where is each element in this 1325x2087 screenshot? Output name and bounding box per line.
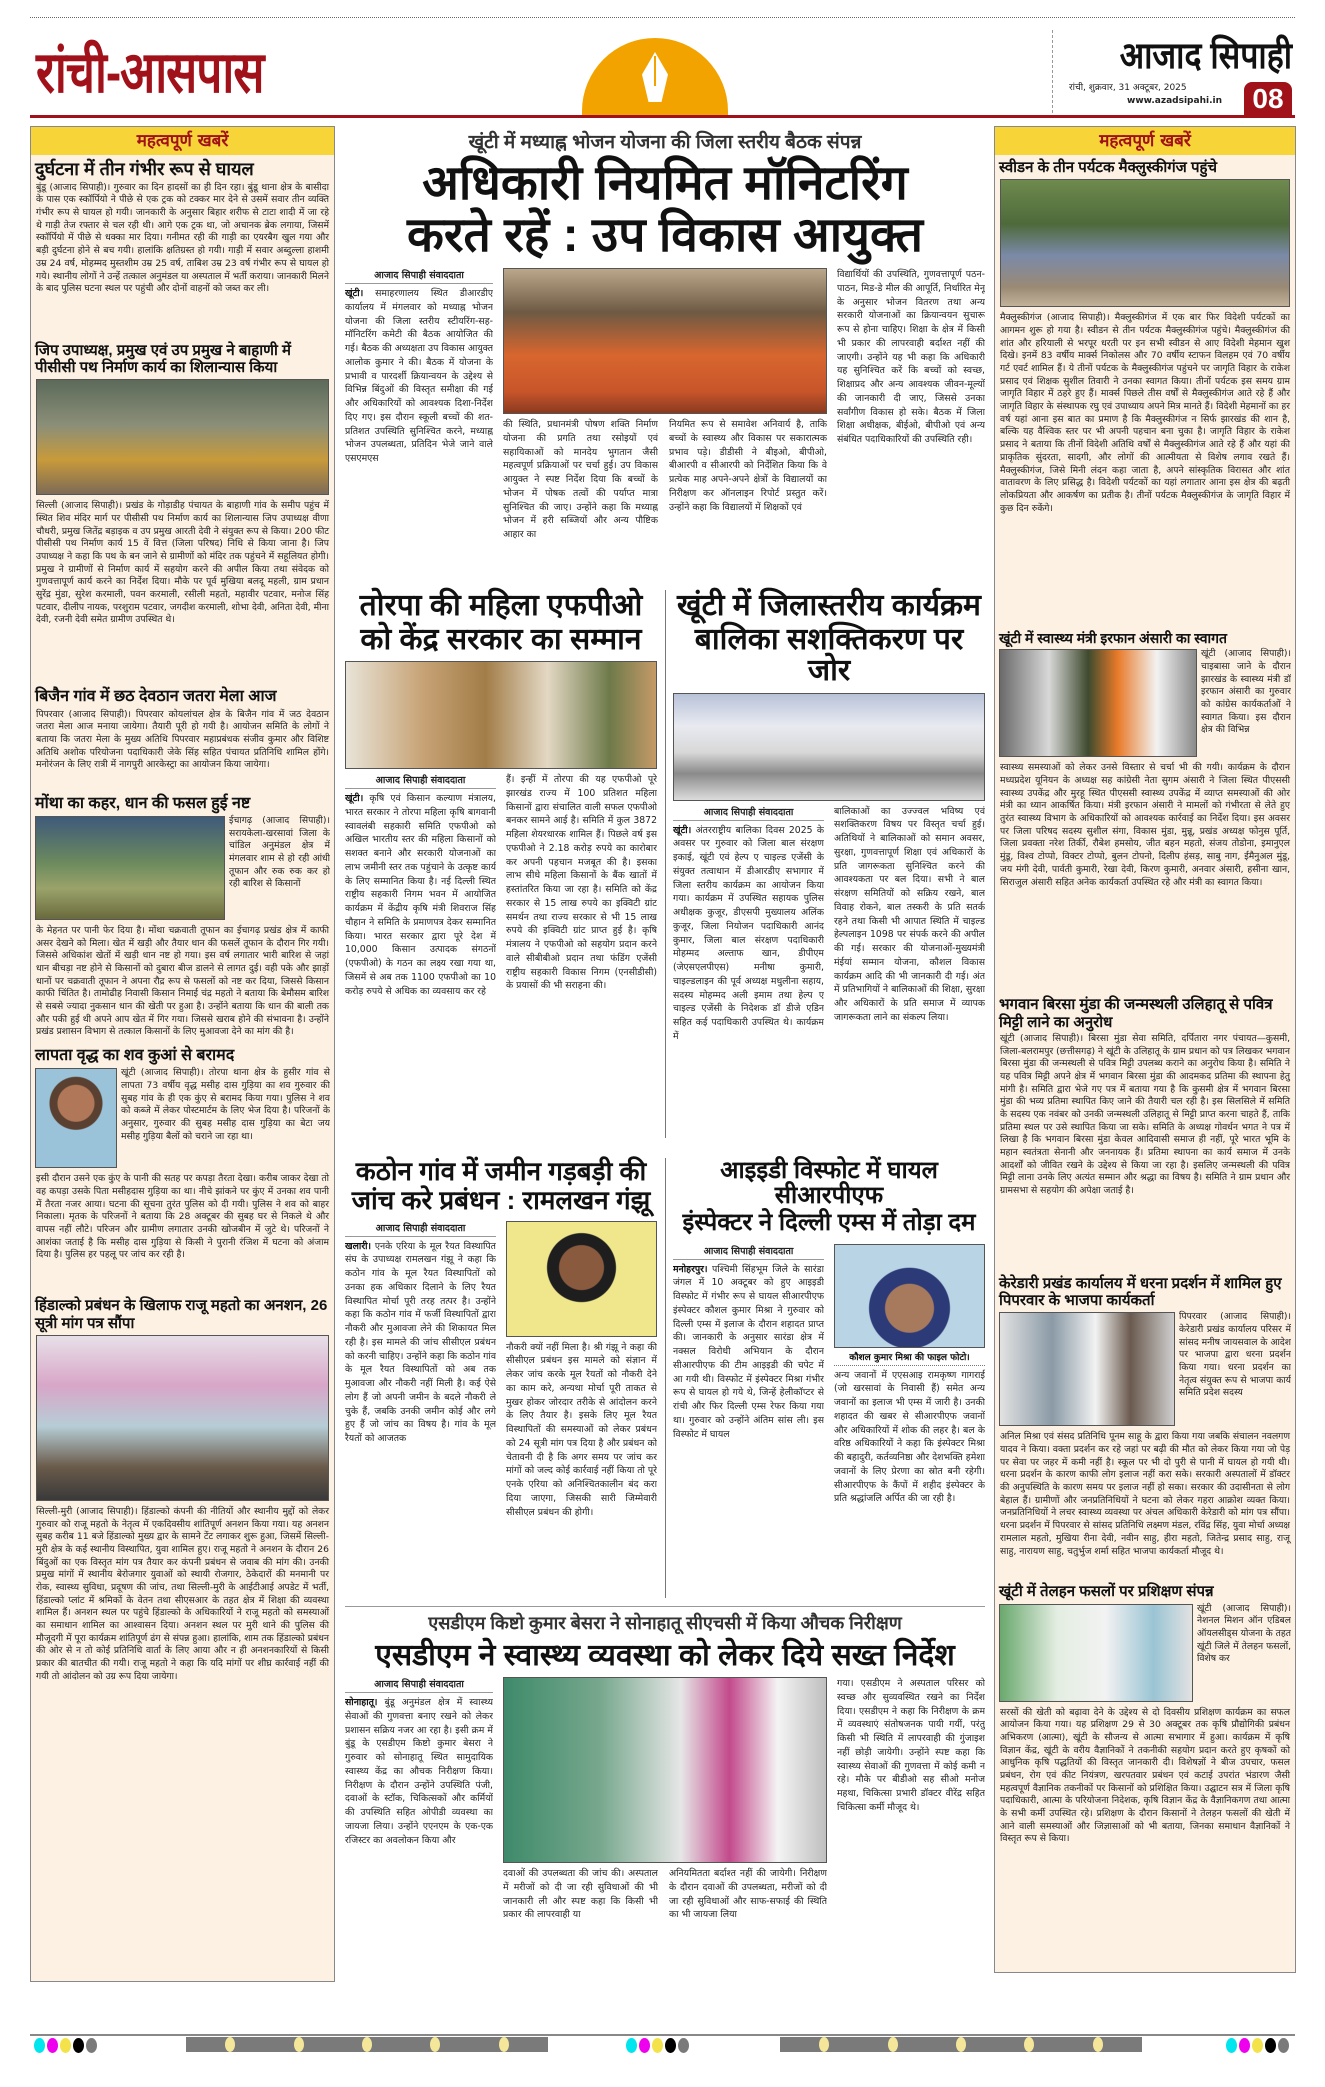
photo-caption: कौशल कुमार मिश्रा की फाइल फोटो। [834, 1348, 985, 1366]
dateline: मनोहरपुर। [673, 1263, 708, 1275]
lead-col-1 [345, 287, 493, 587]
sdm-headline: एसडीएम ने स्वास्थ्य व्यवस्था को लेकर दिये सख्त निर्देश [375, 1639, 955, 1672]
dateline: खलारी। [345, 1240, 372, 1252]
registration-dot [665, 2038, 676, 2053]
registration-marks [1226, 2038, 1289, 2053]
column-divider [665, 1158, 666, 1598]
story-col-3: अनियमितता बर्दाश्त नहीं की जायेगी। निरीक्षण के दौरान दवाओं की उपलब्धता, मरीजों को दी जा रही सुविधाओं और साफ-सफाई की स्थिति का भी जायजा लिया [669, 1868, 827, 1921]
byline: आजाद सिपाही संवाददाता [345, 1221, 496, 1237]
story-photo [503, 1677, 827, 1863]
registration-dot [1239, 2038, 1250, 2053]
sdm-kicker: एसडीएम किष्टो कुमार बेसरा ने सोनाहातू सीएचसी में किया औचक निरीक्षण [428, 1613, 902, 1633]
story-body: मैक्लुस्कीगंज (आजाद सिपाही)। मैक्लुस्कीगंज में एक बार फिर विदेशी पर्यटकों का आगमन शुरू हो गया है। स्वीडन से तीन पर्यटक मैक्लुस्कीगंज पहुंचे। मैक्लुस्कीगंज की शांत और हरियाली से भरपूर धरती पर इन सभी स्वीडन से आए विदेशी मेहमान खुश दिखे। इनमें 83 वर्षीय मार्क्स निकोलस और 70 वर्षीय स्टाफन विलहम एवं 70 वर्षीय गर्ट एवर्ट शामिल हैं। ये तीनों पर्यटक के मैक्लुस्कीगंज पहुंचने पर जागृति विहार के राकेश प्रसाद एवं शिक्षक सुशील तिवारी ने उनका स्वागत किया। तीनों पर्यटक इस समय ग्राम जागृति विहार में ठहरे हुए हैं। मार्क्स पिछले तीस वर्षों से मैक्लुस्कीगंज आते रहे हैं और जागृति विहार के संस्थापक रघु एवं उपाध्याय अपने मित्र मानते हैं। विदेशी मेहमानों का हर वर्ष यहां आना इस बात का प्रमाण है कि मैक्लुस्कीगंज न सिर्फ झारखंड की शान है, बल्कि यह वैश्विक स्तर पर भी अपनी पहचान बना चुका है। जागृति विहार के राकेश प्रसाद ने बताया कि तीनों विदेशी अतिथि वर्षों से मैक्लुस्कीगंज आते रहे हैं और यहां की प्राकृतिक सुंदरता, सादगी, और लोगों की आत्मीयता से विशेष लगाव रखते हैं। मैक्लुस्कीगंज, जिसे मिनी लंदन कहा जाता है, अपने सांस्कृतिक विरासत और शांत वातावरण के लिए प्रसिद्ध है। विदेशी पर्यटकों का यहां लगातार आना इस क्षेत्र की बढ़ती लोकप्रियता और आकर्षण का प्रतीक है। तीनों पर्यटक मैक्लुस्कीगंज के जागृति विहार में कुछ दिन रुकेंगे। [1000, 312, 1290, 514]
story-headline: खूंटी में तेलहन फसलों पर प्रशिक्षण संपन्न [999, 1583, 1214, 1601]
story-body: खूंटी (आजाद सिपाही)। बिरसा मुंडा सेवा समिति, दर्पितारा नगर पंचायत—कुसमी, जिला-बलरामपुर (छत्तीसगढ़) ने खूंटी के उलिहातू के ग्राम प्रधान को पत्र लिखकर भगवान बिरसा मुंडा की जन्मस्थली से पवित्र मिट्टी उपलब्ध कराने का अनुरोध किया है। समिति ने यह पवित्र मिट्टी अपने क्षेत्र में भगवान बिरसा मुंडा की आदमकद प्रतिमा की स्थापना हेतु मांगी है। समिति द्वारा भेजे गए पत्र में बताया गया है कि कुसमी क्षेत्र में भगवान बिरसा मुंडा की भव्य प्रतिमा स्थापित किए जाने की तैयारी चल रही है। इस सिलसिले में समिति के सदस्य एक नवंबर को उनकी जन्मस्थली उलिहातू से मिट्टी प्राप्त करना चाहते हैं, ताकि प्रतिमा स्थल पर उसे स्थापित किया जा सके। समिति के अध्यक्ष गोवर्धन भगत ने पत्र में लिखा है कि भगवान बिरसा मुंडा केवल आदिवासी समाज ही नहीं, पूरे भारत भूमि के महान स्वतंत्रता सेनानी और जननायक हैं। प्रतिमा स्थापना का कार्य समाज में उनके आदर्शों को जीवित रखने के उद्देश्य से किया जा रहा है। इसलिए जन्मस्थली की पवित्र मिट्टी लाना उनके लिए अत्यंत सम्मान और श्रद्धा का विषय है। समिति ने ग्राम प्रधान और ग्रामसभा से सहयोग की अपेक्षा जताई है। [1000, 1032, 1290, 1197]
top-dotted-rule [30, 17, 1295, 18]
story-headline: खूंटी में जिलास्तरीय कार्यक्रम [677, 589, 981, 622]
story-sdm [345, 1606, 985, 1939]
story-headline: बिजैन गांव में छठ देवठान जतरा मेला आज [35, 688, 277, 706]
story-headline: खूंटी में स्वास्थ्य मंत्री इरफान अंसारी का स्वागत [999, 630, 1228, 647]
registration-dot [678, 2038, 689, 2053]
story-body-side: खूंटी (आजाद सिपाही)। चाइबासा जाने के दौरान झारखंड के स्वास्थ्य मंत्री डॉ इरफान अंसारी का गुरुवार को कांग्रेस कार्यकर्ताओं ने स्वागत किया। इस दौरान क्षेत्र की विभिन्न [1201, 648, 1291, 736]
left-sidebar [30, 126, 335, 1982]
portrait-photo [35, 1068, 117, 1168]
registration-dot [47, 2038, 58, 2053]
story-body: सरसों की खेती को बढ़ावा देने के उद्देश्य से दो दिवसीय प्रशिक्षण कार्यक्रम का सफल आयोजन किया गया। यह प्रशिक्षण 29 से 30 अक्टूबर तक कृषि प्रौद्योगिकी प्रबंधन अभिकरण (आत्मा), खूंटी के सौजन्य से आत्मा सभागार में हुआ। कार्यक्रम में कृषि विज्ञान केंद्र, खूंटी के वरीय वैज्ञानिकों ने तकनीकी सहयोग प्रदान करते हुए कृषकों को आधुनिक कृषि पद्धतियों की विस्तृत जानकारी दी। विशेषज्ञों ने बीज उपचार, फसल प्रबंधन, रोग एवं कीट नियंत्रण, खरपतवार प्रबंधन एवं कटाई उपरांत भंडारण जैसी महत्वपूर्ण वैज्ञानिक तकनीकों पर किसानों को प्रशिक्षित किया। उद्घाटन सत्र में जिला कृषि पदाधिकारी, आत्मा के परियोजना निदेशक, कृषि विज्ञान केंद्र के वैज्ञानिकगण तथा आत्मा के सभी कर्मी उपस्थित रहे। प्रशिक्षण के दौरान किसानों ने तेलहन फसलों की खेती में आने वाली समस्याओं और जिज्ञासाओं को भी बताया, जिनका समाधान वैज्ञानिकों ने विस्तृत रूप से किया। [1000, 1706, 1290, 1845]
story-headline: कठोन गांव में जमीन गड़बड़ी की [355, 1156, 647, 1186]
masthead [1052, 30, 1292, 118]
website-link[interactable]: www.azadsipahi.in [1127, 96, 1222, 106]
registration-dot [1226, 2038, 1237, 2053]
byline: आजाद सिपाही संवाददाता [345, 773, 496, 789]
story-photo [999, 649, 1197, 757]
registration-dot [1265, 2038, 1276, 2053]
story-body-side: खूंटी (आजाद सिपाही)। नेशनल मिशन ऑन एडिबल ऑयलसीड्स योजना के तहत खूंटी जिले में तेलहन फसलों, विशेष कर [1197, 1602, 1291, 1665]
registration-dot [652, 2038, 663, 2053]
right-sidebar [994, 126, 1296, 1973]
story-headline: जिप उपाध्यक्ष, प्रमुख एवं उप प्रमुख ने बाहाणी में पीसीसी पथ निर्माण कार्य का शिलान्यास किया [35, 341, 292, 376]
story-body: अनिल मिश्रा एवं संसद प्रतिनिधि पूनम साहू के द्वारा किया गया जबकि संचालन नवलगण यादव ने किया। वक्ता प्रदर्शन कर रहे जहां पर बढ़ी की मौत को लेकर किया गया जो पेड़ पर सेवा पर जहर में कमी नहीं है। स्कूल पर भी दो पुरी से पानी में घायल हो गयी थी। धरना प्रदर्शन के कारण काफी लोग इलाज नहीं करा सके। सरकारी अस्पतालों में डॉक्टर की अनुपस्थिति के कारण समय पर इलाज नहीं हो सका। सरकार की उदासीनता से लोग बेहाल हैं। ग्रामीणों और जनप्रतिनिधियों ने घटना को लेकर गहरा आक्रोश व्यक्त किया। जनप्रतिनिधियों ने लचर स्वास्थ्य व्यवस्था पर अंचल अधिकारी केरेडारी को मांग पत्र सौंपा। धरना प्रदर्शन में पिपरवार से सांसद प्रतिनिधि लक्ष्मण मंडल, रविंद्र सिंह, युवा मोर्चा अध्यक्ष रामलाल महतो, मुखिया रीना देवी, नवीन साहु, हीरा महतो, जितेन्द्र प्रसाद साहु, राजू साहु, नारायण साहु, चतुर्भुज शर्मा सहित भाजपा कार्यकर्ता मौजूद थे। [1000, 1431, 1290, 1557]
registration-dot [1278, 2038, 1289, 2053]
lead-headline-line2: करते रहें : उप विकास आयुक्त [406, 209, 924, 262]
story-headline: इंस्पेक्टर ने दिल्ली एम्स में तोड़ा दम [682, 1209, 976, 1237]
byline: आजाद सिपाही संवाददाता [673, 1244, 824, 1260]
story-photo [35, 816, 225, 920]
story-col-1: एनके एरिया के मूल रैयत विस्थापित संघ के उपाध्यक्ष रामलखन गंझू ने कहा कि कठोन गांव के मूल रैयत विस्थापितों को उनका हक अधिकार दिलाने के लिए रैयत विस्थापित मोर्चा पूरी तरह तत्पर है। उन्होंने कहा कि कठोन गांव में फर्जी विस्थापितों द्वारा नौकरी और मुआवजा लेने की शिकायत मिल रही है। इस मामले की जांच सीसीएल प्रबंधन को करनी चाहिए। उन्होंने कहा कि कठोन गांव के मूल रैयत विस्थापितों को अब तक मुआवजा और नौकरी नहीं मिली है। कई ऐसे लोग हैं जो अपनी जमीन के बदले नौकरी ले चुके हैं, जबकि उनकी जमीन कोई और लगे हुए हैं जो जांच का विषय है। गांव के मूल रैयतों को आजतक [345, 1240, 496, 1445]
newspaper-name: आजाद सिपाही [1119, 34, 1292, 76]
story-photo [36, 1335, 329, 1501]
story-col-4: गया। एसडीएम ने अस्पताल परिसर को स्वच्छ और सुव्यवस्थित रखने का निर्देश दिया। एसडीएम ने कहा कि निरीक्षण के क्रम में व्यवस्थाएं संतोषजनक पायी गयीं, परंतु किसी भी स्थिति में लापरवाही की गुंजाइश नहीं छोड़ी जायेगी। उन्होंने स्पष्ट कहा कि स्वास्थ्य सेवाओं की गुणवत्ता में कोई कमी न रहे। मौके पर बीडीओ सह सीओ मनोज महथा, चिकित्सा प्रभारी डॉक्टर वीरेंद्र सहित चिकित्सा कर्मी मौजूद थे। [837, 1678, 985, 1813]
portrait-photo [834, 1244, 985, 1348]
story-photo [345, 661, 657, 769]
story-body-side: ईचागढ़ (आजाद सिपाही)। सरायकेला-खरसावां जिला के चांडिल अनुमंडल क्षेत्र में मंगलवार शाम से हो रही आंधी तूफान और रुक रुक कर हो रही बारिश से किसानों [229, 814, 330, 890]
story-ied [673, 1158, 985, 1615]
story-photo [673, 693, 985, 801]
story-headline: दुर्घटना में तीन गंभीर रूप से घायल [35, 159, 254, 179]
lead-headline-line1: अधिकारी नियमित मॉनिटरिंग [422, 157, 908, 210]
story-col-1: पश्चिमी सिंहभूम जिले के सारंडा जंगल में 10 अक्टूबर को हुए आइइडी विस्फोट में गंभीर रूप से घायल सीआरपीएफ इंस्पेक्टर कौशल कुमार मिश्रा ने गुरुवार को दिल्ली एम्स में इलाज के दौरान शहादत प्राप्त की। जानकारी के अनुसार सारंडा क्षेत्र में नक्सल विरोधी अभियान के दौरान सीआरपीएफ की टीम आइइडी की चपेट में आ गयी थी। विस्फोट में इंस्पेक्टर मिश्रा गंभीर रूप से घायल हो गये थे, जिन्हें हेलीकॉप्टर से रांची और फिर दिल्ली एम्स रेफर किया गया था। गुरुवार को उन्होंने अंतिम सांस ली। इस विस्फोट में घायल [673, 1263, 824, 1440]
story-body: स्वास्थ्य समस्याओं को लेकर उनसे विस्तार से चर्चा भी की गयी। कार्यक्रम के दौरान मध्यप्रदेश यूनियन के अध्यक्ष सह कांग्रेसी नेता सुगम अंसारी ने जिला स्थित पीएससी स्वास्थ्य उपकेंद्र और मुरहू स्थित पीएससी स्वास्थ्य उपकेंद्र में व्याप्त समस्याओं की ओर मंत्री का ध्यान आकर्षित किया। मंत्री इरफान अंसारी ने मामलों को गंभीरता से लेते हुए तुरंत स्वास्थ्य विभाग के अधिकारियों को आवश्यक कार्रवाई का निर्देश दिया। इस अवसर पर जिला परिषद सदस्य सुशील संगा, विकास मुंडा, मुन्नू, प्रखंड अध्यक्ष फोनुस पूर्ति, जिला प्रवक्ता नरेश तिर्की, रौबेश हमसोय, जीत बहन महतो, संजय तोडोना, इमानुएल मुंडू, विश्व टोप्पो, विक्टर टोप्पो, बुलन टोपनो, दिलीप हंसड़, साबु नाग, ईमैनुअल मुंडू, जय मंगी देवी, पार्वती कुमारी, रेखा देवी, किरण कुमारी, अनवार अंसारी, हसीना खान, सिराजुल अंसारी सहित अनेक कार्यकर्ता उपस्थित रहे और मंत्री का स्वागत किया। [1000, 762, 1290, 888]
story-body: इसी दौरान उसने एक कुंए के पानी की सतह पर कपड़ा तैरता देखा। करीब जाकर देखा तो वह कपड़ा उसके पिता मसीहदास गुड़िया का था। नीचे झांकने पर कुंए में उनका शव पानी में तैरता नजर आया। घटना की सूचना तुरंत पुलिस को दी गयी। पुलिस ने शव को बाहर निकाला। मृतक के परिजनों ने बताया कि 28 अक्टूबर की सुबह घर से निकले थे और वापस नहीं लौटे। परिजन और ग्रामीण लगातार उनकी खोजबीन में जुटे थे। परिजनों ने आशंका जताई है कि मसीह दास गुड़िया से किसी ने पुरानी रंजिश में घटना को अंजाम दिया है। पुलिस हर पहलू पर जांच कर रही है। [36, 1173, 329, 1261]
story-torpa [345, 590, 657, 1103]
story-photo [1000, 179, 1290, 307]
second-row [345, 590, 985, 1158]
lead-story [345, 268, 985, 588]
third-row [345, 1158, 985, 1606]
dateline: खूंटी। [345, 793, 364, 804]
column-divider [665, 590, 666, 1138]
byline: आजाद सिपाही संवाददाता [673, 805, 824, 821]
dateline: खूंटी। [345, 288, 364, 299]
story-body: सिल्ली-मुरी (आजाद सिपाही)। हिंडाल्को कंपनी की नीतियों और स्थानीय मुद्दों को लेकर गुरुवार को राजू महतो के नेतृत्व में एकदिवसीय शांतिपूर्ण अनशन किया गया। यह अनशन सुबह करीब 11 बजे हिंडाल्को मुख्य द्वार के सामने टेंट लगाकर शुरू हुआ, जिसमें सिल्ली-मुरी क्षेत्र के कई स्थानीय विस्थापित, युवा शामिल हुए। राजू महतो ने अनशन के दौरान 26 बिंदुओं का एक विस्तृत मांग पत्र तैयार कर कंपनी प्रबंधन से जवाब की मांग की। उनकी प्रमुख मांगों में स्थानीय बेरोजगार युवाओं को स्थायी रोजगार, ठेकेदारों की मनमानी पर रोक, स्वास्थ्य सुविधा, प्रदूषण की जांच, तथा सिल्ली-मुरी के आईटीआई अपडेट में भर्ती, हिंडाल्को प्लांट में श्रमिकों के वेतन तथा सीएसआर के तहत क्षेत्र में शिक्षा की व्यवस्था शामिल हैं। अनशन स्थल पर पहुंचे हिंडाल्को के अधिकारियों ने राजू महतो को समस्याओं का समाधान शामिल का आश्वासन दिया। अनशन स्थल पर मुरी थाने की पुलिस की मौजूदगी में पूरा कार्यक्रम शांतिपूर्ण ढंग से संपन्न हुआ। हालांकि, शाम तक हिंडाल्को प्रबंधन की ओर से न तो कोई प्रतिनिधि वार्ता के लिए आया और न ही अनशनकारियों से किसी प्रकार की बातचीत की गयी। राजू महतो ने कहा कि यदि मांगों पर शीघ्र कार्रवाई नहीं की गयी तो आंदोलन को उग्र रूप दिया जायेगा। [36, 1505, 329, 1682]
registration-marks [34, 2038, 97, 2053]
story-col-1: अंतरराष्ट्रीय बालिका दिवस 2025 के अवसर पर गुरुवार को जिला बाल संरक्षण इकाई, खूंटी एवं हेल्प ए चाइल्ड एजेंसी के संयुक्त तत्वाधान में डीआरडीए सभागार में जिला स्तरीय कार्यक्रम का आयोजन किया गया। कार्यक्रम में उपस्थित सहायक पुलिस अधीक्षक कुजूर, डीएसपी मुख्यालय अलिंक कुजूर, जिला नियोजन पदाधिकारी आनंद कुमार, जिला बाल संरक्षण पदाधिकारी मोहम्मद अल्ताफ खान, डीपीएम (जेएसएलपीएस) मनीषा कुमारी, चाइल्डलाइन की पूर्व अध्यक्ष मधुलीना सहाय, सदस्य मोहम्मद अली इमाम तथा हेल्प ए चाइल्ड एजेंसी के निदेशक डॉ डीजे एडिन सहित कई पदाधिकारी उपस्थित थे। कार्यक्रम में [673, 824, 824, 1042]
lead-photo [503, 268, 827, 414]
story-body: बुंडू (आजाद सिपाही)। गुरुवार का दिन हादसों का ही दिन रहा। बुंडू थाना क्षेत्र के बासीदा के पास एक स्कॉर्पियो ने पीछे से एक ट्रक को टक्कर मार देने से उसमें सवार तीन व्यक्ति गंभीर रूप से घायल हो गयी। जानकारी के अनुसार बिहार शरीफ से टाटा शादी में जा रहे थे गाड़ी तेज रफ्तार से चल रही थी। आगे एक ट्रक था, जो अचानक ब्रेक लगाया, जिसमें स्कॉर्पियो में पीछे से धक्का मार दिया। गनीमत रही की गाड़ी का एयरबैग खुल गया और बड़ी दुर्घटना होने से बच गयी। हालांकि क्षतिग्रस्त हो गयी। गाड़ी में सवार अब्दुल्ला हाशमी उम्र 24 वर्ष, मोहम्मद मुस्तशीम उम्र 25 वर्ष, ताबिश उम्र 23 वर्ष गंभीर रूप से घायल हो गये। स्थानीय लोगों ने उन्हें तत्काल अनुमंडल या अस्पताल में भर्ती कराया। जानकारी मिलने के बाद पुलिस घटना स्थल पर पहुंची और दोनों वाहनों को जब्त कर ली। [36, 181, 329, 295]
story-headline: केरेडारी प्रखंड कार्यालय में धरना प्रदर्शन में शामिल हुए पिपरवार के भाजपा कार्यकर्ता [999, 1274, 1282, 1310]
dateline: खूंटी। [673, 824, 692, 836]
story-headline: भगवान बिरसा मुंडा की जन्मस्थली उलिहातू से पवित्र मिट्टी लाने का अनुरोध [999, 996, 1273, 1031]
story-headline: को केंद्र सरकार का सम्मान [360, 622, 642, 656]
section-title: रांची-आसपास [36, 39, 264, 105]
lead-kicker: खूंटी में मध्याह्न भोजन योजना की जिला स्तरीय बैठक संपन्न [468, 132, 862, 153]
story-photo [999, 1312, 1175, 1426]
registration-dot [34, 2038, 45, 2053]
story-photo [999, 1604, 1193, 1702]
registration-dot [60, 2038, 71, 2053]
story-body: पिपरवार (आजाद सिपाही)। पिपरवार कोयलांचल क्षेत्र के बिजैन गांव में जठ देवठान जतरा मेला आज मनाया जायेगा। तैयारी पूरी हो गयी है। आयोजन समिति के लोगों ने बताया कि जतरा मेला के मुख्य अतिथि पिपरवार महाप्रबंधक संजीव कुमार और विशिष्ट अतिथि अशोक परियोजना पदाधिकारी जेके सिंह सहित पंचायत प्रतिनिधि शामिल होंगे। मनोरंजन के लिए रात्री में नागपुरी आरकेस्ट्रा का आयोजन किया जायेगा। [36, 708, 329, 771]
sidebar-heading: महत्वपूर्ण खबरें [995, 127, 1295, 155]
byline: आजाद सिपाही संवाददाता [345, 1677, 493, 1693]
story-col-2: दवाओं की उपलब्धता की जांच की। अस्पताल में मरीजों को दी जा रही सुविधाओं की भी जानकारी ली और स्पष्ट कहा कि किसी भी प्रकार की लापरवाही या [503, 1868, 658, 1921]
story-headline: आइइडी विस्फोट में घायल सीआरपीएफ [720, 1157, 938, 1210]
registration-dot [626, 2038, 637, 2053]
story-col-2: अन्य जवानों में एएसआइ रामकृष्ण गागराई (जो खरसावां के निवासी हैं) समेत अन्य जवानों का इलाज भी एम्स में जारी है। उनकी शहादत की खबर से सीआरपीएफ जवानों और अधिकारियों में शोक की लहर है। बल के वरिष्ठ अधिकारियों ने कहा कि इंस्पेक्टर मिश्रा की बहादुरी, कर्तव्यनिष्ठा और देशभक्ति हमेशा जवानों के लिए प्रेरणा का स्रोत बनी रहेगी। सीआरपीएफ के कैंपों में शहीद इंस्पेक्टर के प्रति श्रद्धांजलि अर्पित की जा रही है। [834, 1369, 985, 1505]
sidebar-heading: महत्वपूर्ण खबरें [31, 127, 334, 155]
story-col-2: बालिकाओं का उज्ज्वल भविष्य एवं सशक्तिकरण विषय पर विस्तृत चर्चा हुई। अतिथियों ने बालिकाओं को समान अवसर, सुरक्षा, गुणवत्तापूर्ण शिक्षा एवं अधिकारों के प्रति जागरूकता सुनिश्चित करने की आवश्यकता पर बल दिया। सभी ने बाल संरक्षण समितियों को सक्रिय रखने, बाल विवाह रोकने, बाल तस्करी के प्रति सतर्क रहने तथा किसी भी आपात स्थिति में चाइल्ड हेल्पलाइन 1098 पर संपर्क करने की अपील की गई। सरकार की योजनाओं-मुख्यमंत्री मंईयां सम्मान योजना, कौशल विकास कार्यक्रम आदि की भी जानकारी दी गई। अंत में प्रतिभागियों ने बालिकाओं की शिक्षा, सुरक्षा और अधिकारों के प्रति समाज में व्यापक जागरूकता लाने का संकल्प लिया। [834, 805, 985, 1023]
registration-dot [73, 2038, 84, 2053]
header-rule [30, 115, 1295, 118]
lead-col-2: की स्थिति, प्रधानमंत्री पोषण शक्ति निर्माण योजना की प्रगति तथा रसोइयों एवं सहायिकाओं को मानदेय भुगतान जैसी महत्वपूर्ण प्रक्रियाओं पर चर्चा हुई। उप विकास आयुक्त ने स्पष्ट निर्देश दिया कि बच्चों के भोजन में पोषक तत्वों की पर्याप्त मात्रा सुनिश्चित की जाए। उन्होंने कहा कि मध्याह्न भोजन में हरी सब्जियों और अन्य पौष्टिक आहार का [503, 419, 658, 540]
story-body: सिल्ली (आजाद सिपाही)। प्रखंड के गोड़ाडीह पंचायत के बाहाणी गांव के समीप पहुंच में स्थित शिव मंदिर मार्ग पर पीसीसी पथ निर्माण कार्य का शिलान्यास जिप उपाध्यक्ष वीणा चौधरी, प्रमुख जितेंद्र बड़ाइक व उप प्रमुख आरती देवी ने संयुक्त रूप से किया। 200 फीट पीसीसी पथ निर्माण कार्य 15 वें वित्त (जिला परिषद) निधि से किया जाना है। जिप उपाध्यक्ष ने कहा कि पथ के बन जाने से ग्रामीणों को मंदिर तक पहुंचने में सहूलियत होगी। प्रमुख ने ग्रामीणों से निर्माण कार्य में सहयोग करने की अपील किया तथा संवेदक को गुणवत्तापूर्ण कार्य करने का निर्देश दिया। मौके पर पूर्व मुखिया बलदू महली, ग्राम प्रधान सुरेंद्र मुंडा, सुरेश करमाली, पवन करमाली, रसीली महतो, महावीर पटवार, मनोज सिंह पटवार, दीलीप नायक, परशुराम पटवार, जगदीश करमाली, शोभा देवी, अनिता देवी, मीना देवी, रजनी देवी समेत ग्रामीण उपस्थित थे। [36, 500, 329, 626]
lead-col-3: नियमित रूप से समावेश अनिवार्य है, ताकि बच्चों के स्वास्थ्य और विकास पर सकारात्मक प्रभाव पड़े। डीडीसी ने बीइओ, बीपीओ, बीआरपी व सीआरपी को निर्देशित किया कि वे प्रत्येक माह अपने-अपने क्षेत्रों के विद्यालयों का निरीक्षण कर ऑनलाइन रिपोर्ट प्रस्तुत करें। उन्होंने कहा कि विद्यालयों में शिक्षकों एवं [669, 419, 827, 513]
registration-marks [626, 2038, 689, 2053]
story-kathon [345, 1158, 657, 1595]
color-bar [780, 2037, 1142, 2052]
date-line: रांची, शुक्रवार, 31 अक्टूबर, 2025 [1069, 83, 1187, 93]
story-col-1: कृषि एवं किसान कल्याण मंत्रालय, भारत सरकार ने तोरपा महिला कृषि बागवानी स्वावलंबी सहकारी समिति एफपीओ को अखिल भारतीय स्तर की महिला किसानों को सशक्त बनाने और सरकारी योजनाओं का लाभ जमीनी स्तर तक पहुंचाने के उत्कृष्ट कार्य के लिए सम्मानित किया है। नई दिल्ली स्थित राष्ट्रीय सहकारी निगम भवन में आयोजित कार्यक्रम में केंद्रीय कृषि मंत्री शिवराज सिंह चौहान ने समिति के प्रमाणपत्र देकर सम्मानित किया। भारत सरकार द्वारा पूरे देश में 10,000 किसान उत्पादक संगठनों (एफपीओ) के गठन का लक्ष्य रखा गया था, जिसमें से अब तक 1100 एफपीओ का 10 करोड़ रुपये से अधिक का व्यवसाय कर रहे [345, 793, 496, 997]
story-headline: मोंथा का कहर, धान की फसल हुई नष्ट [35, 794, 251, 812]
registration-dot [1252, 2038, 1263, 2053]
story-col-1: बुंडू अनुमंडल क्षेत्र में स्वास्थ्य सेवाओं की गुणवत्ता बनाए रखने को लेकर प्रशासन सक्रिय नजर आ रहा है। इसी क्रम में बुंडू के एसडीएम किष्टो कुमार बेसरा ने गुरुवार को सोनाहातू स्थित सामुदायिक स्वास्थ्य केंद्र का औचक निरीक्षण किया। निरीक्षण के दौरान उन्होंने उपस्थिति पंजी, दवाओं के स्टॉक, चिकित्सकों और कर्मियों की उपस्थिति सहित ओपीडी व्यवस्था का जायजा लिया। उन्होंने एएनएम के एक-एक रजिस्टर का अवलोकन किया और [345, 1697, 493, 1846]
dateline: सोनाहातू। [345, 1697, 378, 1708]
lead-col-4: विद्यार्थियों की उपस्थिति, गुणवत्तापूर्ण पठन-पाठन, मिड-डे मील की आपूर्ति, निर्धारित मेनू के अनुसार भोजन वितरण तथा अन्य सरकारी योजनाओं का क्रियान्वयन सुचारू रूप से होना चाहिए। शिक्षा के क्षेत्र में किसी भी प्रकार की लापरवाही बर्दाश्त नहीं की जाएगी। उन्होंने यह भी कहा कि अधिकारी यह सुनिश्चित करें कि बच्चों को स्वच्छ, शिक्षाप्रद और अन्य आवश्यक जीवन-मूल्यों की जानकारी दी जाए, जिससे उनका सर्वांगीण विकास हो सके। बैठक में जिला शिक्षा अधीक्षक, बीईओ, बीपीओ एवं अन्य संबंधित पदाधिकारियों की उपस्थिति रही। [837, 269, 985, 445]
lead-col-1-text: समाहरणालय स्थित डीआरडीए कार्यालय में मंगलवार को मध्याह्न भोजन योजना की जिला स्तरीय स्टीयरिंग-सह-मॉनिटरिंग कमेटी की बैठक आयोजित की गई। बैठक की अध्यक्षता उप विकास आयुक्त आलोक कुमार ने की। बैठक में योजना के प्रभावी व पारदर्शी क्रियान्वयन के उद्देश्य से विभिन्न बिंदुओं की विस्तृत समीक्षा की गई और अधिकारियों को आवश्यक दिशा-निर्देश दिए गए। इस दौरान स्कूली बच्चों की शत-प्रतिशत उपस्थिति सुनिश्चित करने, मध्याह्न भोजन उपलब्धता, प्रतिदिन भेजे जाने वाले एसएमएस [345, 288, 493, 464]
color-bar [186, 2037, 548, 2052]
story-body-side: पिपरवार (आजाद सिपाही)। केरेडारी प्रखंड कार्यालय परिसर में सांसद मनीष जायसवाल के आदेश पर भाजपा द्वारा धरना प्रदर्शन किया गया। धरना प्रदर्शन का नेतृत्व संयुक्त रूप से भाजपा कार्य समिति प्रदेश सदस्य [1179, 1311, 1291, 1399]
story-headline: बालिका सशक्तिकरण पर जोर [694, 622, 964, 687]
story-headline: स्वीडन के तीन पर्यटक मैक्लुस्कीगंज पहुंचे [999, 159, 1217, 176]
story-body-side: खूंटी (आजाद सिपाही)। तोरपा थाना क्षेत्र के हुसीर गांव से लापता 73 वर्षीय वृद्ध मसीह दास गुड़िया का शव गुरुवार की सुबह गांव के ही एक कुंए से बरामद किया गया। पुलिस ने शव को कब्जे में लेकर पोस्टमार्टम के लिए भेज दिया है। परिजनों के अनुसार, गुरुवार की सुबह मसीह दास गुड़िया का बेटा जय मसीह गुड़िया बैलों को चराने जा रहा था। [121, 1067, 330, 1142]
main-content [345, 126, 985, 1939]
story-balika [673, 590, 985, 1135]
portrait-photo [506, 1221, 657, 1337]
registration-dot [86, 2038, 97, 2053]
story-col-2: हैं। इन्हीं में तोरपा की यह एफपीओ पूरे झारखंड राज्य में 100 प्रतिशत महिला किसानों द्वारा संचालित वाली सफल एफपीओ बनकर सामने आई है। समिति में कुल 3872 महिला शेयरधारक शामिल हैं। पिछले वर्ष इस एफपीओ ने 2.18 करोड़ रुपये का कारोबार कर अपनी पहचान मजबूत की है। इसका लाभ सीधे महिला किसानों के बैंक खातों में हस्तांतरित किया जा रहा है। समिति को केंद्र सरकार से 15 लाख रुपये का इक्विटी ग्रांट समर्थन तथा राज्य सरकार से भी 15 लाख रुपये की इक्विटी ग्रांट प्राप्त हुई है। कृषि मंत्रालय ने एफपीओ को सहयोग प्रदान करने वाले सीबीबीओ प्रदान तथा फंडिंग एजेंसी राष्ट्रीय सहकारी विकास निगम (एनसीडीसी) के प्रयासों की भी सराहना की। [506, 774, 657, 992]
footer-rule [30, 2034, 1295, 2036]
pen-nib-icon [582, 38, 728, 118]
byline: आजाद सिपाही संवाददाता [345, 268, 493, 284]
registration-dot [639, 2038, 650, 2053]
story-photo [36, 379, 329, 495]
story-headline: हिंडाल्को प्रबंधन के खिलाफ राजू महतो का अनशन, 26 सूत्री मांग पत्र सौंपा [35, 1297, 328, 1332]
story-body: के मेहनत पर पानी फेर दिया है। मोंथा चक्रवाती तूफान का ईचागढ़ प्रखंड क्षेत्र में काफी असर देखने को मिला। खेत में खड़ी और तैयार धान की फसलें तूफान के दौरान गिर गयी। जिससे अधिकांश खेतों में खड़ी धान नष्ट हो गया। इस वर्ष लगातार भारी बारिश से जहां धान बीचड़ा नष्ट होने से किसानों को दुबारा बीज डालने से लागत दुई। वही पके और झाड़ों धानों पर चक्रवाती तूफान ने अपना रौद्र रूप से फसलों को नष्ट कर दिया, जिससे किसान काफी चिंतित है। तामोढीह निवासी किसान निमाई चंद्र महतो ने बताया कि बेमौसम बारिश से सबसे ज्यादा नुकसान धान की खेती पर हुआ है। उन्होंने बताया कि धान की बाली तक और पकी हुई थी अपने आप खेत में गिर गया। जिससे खराब होने की संभावना है। उन्होंने प्रखंड प्रशासन विभाग से तत्काल किसानों के लिए मुआवजा देने का मांग की है। [36, 924, 329, 1038]
story-headline: लापता वृद्ध का शव कुआं से बरामद [35, 1046, 235, 1064]
story-headline: जांच करे प्रबंधन : रामलखन गंझू [351, 1185, 651, 1216]
story-headline: तोरपा की महिला एफपीओ [359, 589, 643, 622]
story-col-2: नौकरी क्यों नहीं मिला है। श्री गंझू ने कहा की सीसीएल प्रबंधन इस मामले को संज्ञान में लेकर जांच करके मूल रैयतों को नौकरी देने का काम करे, अन्यथा मोर्चा पूरी ताकत से मुखर होकर जोरदार तरीके से आंदोलन करने के लिए तैयार है। इसके लिए मूल रैयत विस्थापितों की समस्याओं को लेकर प्रबंधन को 24 सूत्री मांग पत्र दिया है और प्रबंधन को चेतावनी दी है कि अगर समय पर जांच कर मांगों को जल्द कोई कार्रवाई नहीं किया तो पूरे एनके एरिया को अनिश्चितकालीन बंद करा दिया जाएगा, जिसकी सारी जिम्मेवारी सीसीएल प्रबंधन की होगी। [506, 1341, 657, 1518]
page-number: 08 [1244, 82, 1292, 116]
